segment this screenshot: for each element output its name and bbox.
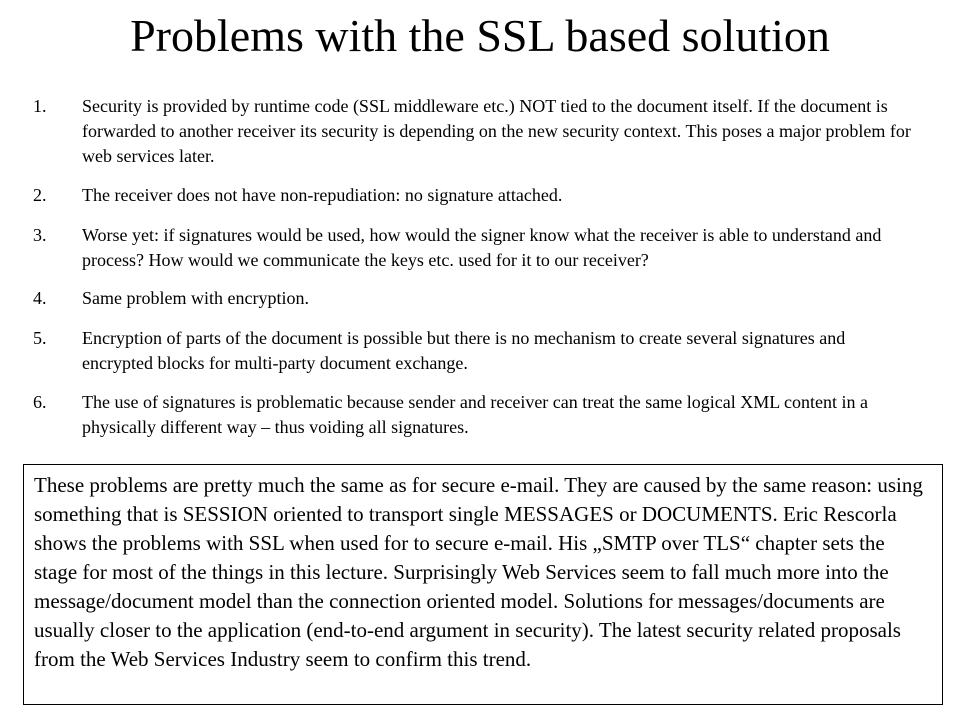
list-item-number: 4. (33, 288, 47, 308)
list-item-text: The use of signatures is problematic because sender and receiver can treat the same logical XML content in a physically different way – thus voiding all signatures. (82, 392, 869, 437)
list-item-text: Same problem with encryption. (82, 288, 309, 308)
list-item-text: Security is provided by runtime code (SSL middleware etc.) NOT tied to the document itself. If the document is forwarded to another receiver its security is depending on the new security context. This poses a major problem for web services later. (82, 96, 911, 166)
summary-box (23, 464, 943, 705)
list-item-text: Encryption of parts of the document is possible but there is no mechanism to create several signatures and encrypted blocks for multi-party document exchange. (82, 328, 846, 373)
list-item-number: 1. (33, 96, 47, 116)
list-item-text: Worse yet: if signatures would be used, how would the signer know what the receiver is able to understand and process? How would we communicate the keys etc. used for it to our receiver? (82, 225, 882, 270)
list-item-number: 2. (33, 185, 47, 205)
list-item-number: 3. (33, 225, 47, 245)
list-item-number: 5. (33, 328, 47, 348)
summary-text: These problems are pretty much the same as for secure e-mail. They are caused by the same reason: using something that is SESSION oriented to transport single MESSAGES or DOCUMENTS. Eric Rescorla shows the problems with SSL when used for to secure e-mail. His „SMTP over TLS“ chapter sets the stage for most of the things in this lecture. Surprisingly Web Services seem to fall much more into the message/document model than the connection oriented model. Solutions for messages/documents are usually closer to the application (end-to-end argument in security). The latest security related proposals from the Web Services Industry seem to confirm this trend. (34, 473, 923, 671)
list-item-number: 6. (33, 392, 47, 412)
page-title: Problems with the SSL based solution (130, 10, 830, 61)
list-item-text: The receiver does not have non-repudiation: no signature attached. (82, 185, 563, 205)
